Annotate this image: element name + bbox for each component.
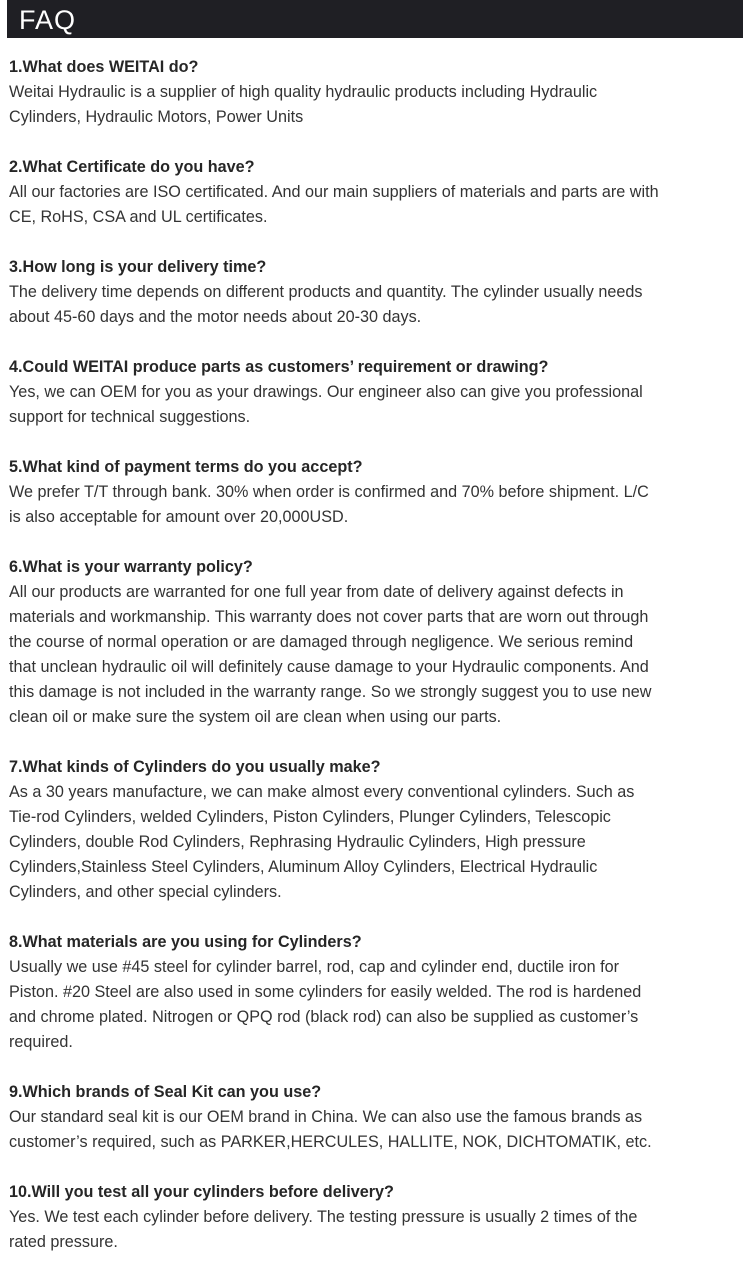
faq-item — [9, 930, 741, 1055]
faq-answer-line: Cylinders, double Rod Cylinders, Rephrasing Hydraulic Cylinders, High pressure — [9, 833, 586, 851]
faq-header-bar — [7, 0, 743, 38]
faq-answer — [9, 380, 741, 430]
faq-question: 4.Could WEITAI produce parts as customers’ requirement or drawing? — [9, 358, 549, 376]
faq-item — [9, 455, 741, 530]
faq-item — [9, 1080, 741, 1155]
faq-answer-line: that unclean hydraulic oil will definitely cause damage to your Hydraulic components. And — [9, 658, 649, 676]
faq-answer-line: Yes, we can OEM for you as your drawings. Our engineer also can give you professional — [9, 383, 643, 401]
faq-answer-line: rated pressure. — [9, 1233, 118, 1251]
faq-answer-line: Tie-rod Cylinders, welded Cylinders, Piston Cylinders, Plunger Cylinders, Telescopic — [9, 808, 611, 826]
faq-answer-line: required. — [9, 1033, 73, 1051]
faq-answer-line: Piston. #20 Steel are also used in some cylinders for easily welded. The rod is hardened — [9, 983, 642, 1001]
faq-answer-line: is also acceptable for amount over 20,000USD. — [9, 508, 349, 526]
faq-answer-line: clean oil or make sure the system oil are clean when using our parts. — [9, 708, 502, 726]
faq-item — [9, 555, 741, 730]
faq-answer — [9, 780, 741, 905]
faq-answer-line: support for technical suggestions. — [9, 408, 251, 426]
faq-answer-line: about 45-60 days and the motor needs about 20-30 days. — [9, 308, 422, 326]
faq-answer-line: Usually we use #45 steel for cylinder barrel, rod, cap and cylinder end, ductile iron for — [9, 958, 620, 976]
faq-answer-line: We prefer T/T through bank. 30% when order is confirmed and 70% before shipment. L/C — [9, 483, 649, 501]
faq-answer-line: Our standard seal kit is our OEM brand in China. We can also use the famous brands as — [9, 1108, 643, 1126]
faq-answer — [9, 180, 741, 230]
faq-answer-line: The delivery time depends on different products and quantity. The cylinder usually needs — [9, 283, 643, 301]
faq-item — [9, 355, 741, 430]
faq-answer — [9, 955, 741, 1055]
faq-question: 10.Will you test all your cylinders before delivery? — [9, 1183, 394, 1201]
faq-item — [9, 55, 741, 130]
faq-answer-line: Weitai Hydraulic is a supplier of high quality hydraulic products including Hydraulic — [9, 83, 598, 101]
faq-answer-line: CE, RoHS, CSA and UL certificates. — [9, 208, 268, 226]
faq-answer-line: customer’s required, such as PARKER,HERCULES, HALLITE, NOK, DICHTOMATIK, etc. — [9, 1133, 652, 1151]
faq-question: 7.What kinds of Cylinders do you usually make? — [9, 758, 381, 776]
faq-answer-line: All our factories are ISO certificated. And our main suppliers of materials and parts are with — [9, 183, 659, 201]
faq-answer-line: Cylinders,Stainless Steel Cylinders, Aluminum Alloy Cylinders, Electrical Hydraulic — [9, 858, 598, 876]
faq-answer-line: the course of normal operation or are damaged through negligence. We serious remind — [9, 633, 634, 651]
faq-question: 6.What is your warranty policy? — [9, 558, 253, 576]
faq-answer-line: materials and workmanship. This warranty does not cover parts that are worn out through — [9, 608, 649, 626]
faq-answer — [9, 1205, 741, 1255]
faq-question: 3.How long is your delivery time? — [9, 258, 267, 276]
faq-item — [9, 255, 741, 330]
faq-answer-line: this damage is not included in the warranty range. So we strongly suggest you to use new — [9, 683, 652, 701]
faq-answer — [9, 580, 741, 730]
faq-answer — [9, 1105, 741, 1155]
faq-answer-line: Cylinders, and other special cylinders. — [9, 883, 282, 901]
faq-item — [9, 755, 741, 905]
faq-question: 2.What Certificate do you have? — [9, 158, 255, 176]
faq-answer — [9, 480, 741, 530]
faq-item — [9, 1180, 741, 1255]
faq-question: 1.What does WEITAI do? — [9, 58, 199, 76]
page-title: FAQ — [19, 5, 77, 35]
faq-answer-line: and chrome plated. Nitrogen or QPQ rod (black rod) can also be supplied as customer’s — [9, 1008, 639, 1026]
faq-answer — [9, 80, 741, 130]
faq-question: 9.Which brands of Seal Kit can you use? — [9, 1083, 322, 1101]
faq-answer-line: As a 30 years manufacture, we can make almost every conventional cylinders. Such as — [9, 783, 635, 801]
faq-question: 5.What kind of payment terms do you accept? — [9, 458, 363, 476]
faq-answer-line: Cylinders, Hydraulic Motors, Power Units — [9, 108, 304, 126]
faq-answer — [9, 280, 741, 330]
faq-answer-line: Yes. We test each cylinder before delivery. The testing pressure is usually 2 times of the — [9, 1208, 638, 1226]
faq-item — [9, 155, 741, 230]
faq-answer-line: All our products are warranted for one full year from date of delivery against defects in — [9, 583, 624, 601]
faq-question: 8.What materials are you using for Cylinders? — [9, 933, 362, 951]
faq-list — [0, 38, 750, 1255]
